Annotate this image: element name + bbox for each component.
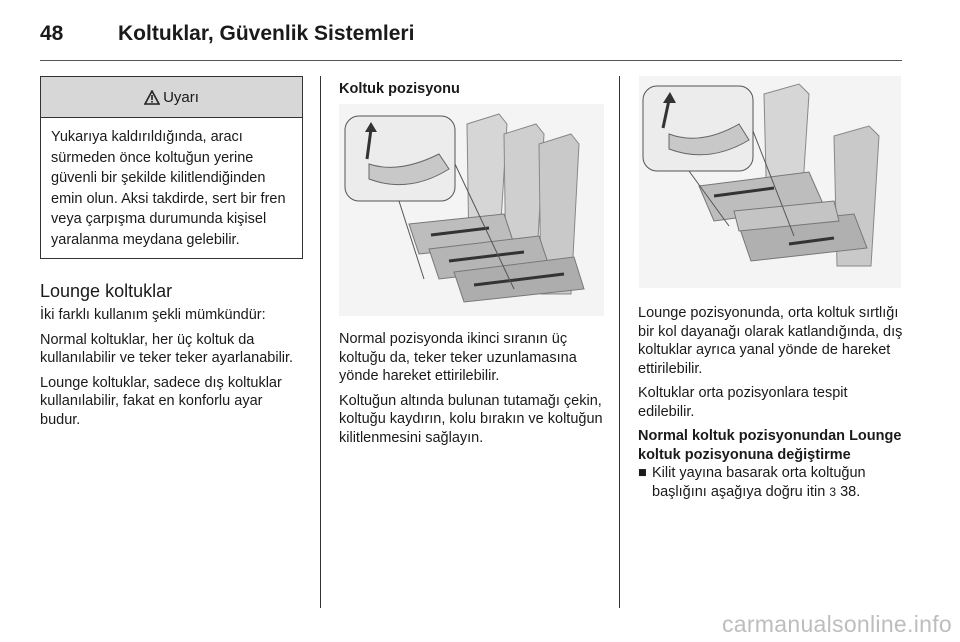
paragraph: Normal pozisyonda ikinci sıranın üç koltuğu da, teker teker uzunlamasına yönde hareket ettirilebilir.	[339, 331, 577, 384]
warning-title: Uyarı	[163, 88, 199, 106]
lounge-seat-illustration	[639, 76, 901, 288]
watermark: carmanualsonline.info	[721, 611, 952, 637]
right-column	[638, 304, 906, 501]
column-divider-right	[619, 76, 620, 608]
paragraph: Normal koltuklar, her üç koltuk da kullanılabilir ve teker teker ayarlanabilir.	[40, 331, 294, 366]
warning-header	[41, 77, 302, 118]
bullet-icon: ■	[638, 465, 647, 481]
page-header	[40, 14, 414, 54]
paragraph: Lounge pozisyonunda, orta koltuk sırtlığı bir kol dayanağı olarak katlandığında, dış koltuklar ayrıca yanal yönde de hareket ettirilebilir.	[638, 305, 903, 377]
section-heading: Lounge koltuklar	[40, 281, 173, 301]
paragraph: Lounge koltuklar, sadece dış koltuklar kullanılabilir, fakat en konforlu ayar budur.	[40, 374, 282, 428]
page-ref-arrow-icon: 3	[829, 484, 837, 499]
procedure-heading: Normal koltuk pozisyonundan Lounge koltuk pozisyonuna değiştirme	[638, 428, 902, 463]
paragraph: Koltuklar orta pozisyonlara tespit edilebilir.	[638, 385, 848, 420]
middle-heading-block	[339, 80, 609, 99]
seat-lateral-image	[639, 76, 901, 288]
chapter-title: Koltuklar, Güvenlik Sistemleri	[118, 22, 415, 45]
header-rule	[40, 60, 902, 61]
subsection-heading: Koltuk pozisyonu	[339, 81, 460, 97]
middle-column	[339, 330, 609, 453]
paragraph: İki farklı kullanım şekli mümkündür:	[40, 307, 266, 323]
seat-longitudinal-image	[339, 104, 604, 316]
warning-text: Yukarıya kaldırıldığında, aracı sürmeden önce koltuğun yerine güvenli bir şekilde kilitlendiğinden emin olun. Aksi takdirde, sert bir fren veya çarpışma durumunda kişisel yaralanma meydana gelebilir.	[51, 129, 286, 248]
paragraph: Koltuğun altında bulunan tutamağı çekin, koltuğu kaydırın, kolu bırakın ve koltuğun kilitlenmesini sağlayın.	[339, 392, 603, 446]
left-column	[40, 280, 305, 435]
warning-triangle-icon	[144, 90, 160, 105]
bullet-text: Kilit yayına basarak orta koltuğun başlığını aşağıya doğru itin	[652, 465, 866, 500]
list-item-text	[652, 464, 906, 501]
seat-adjustment-illustration	[339, 104, 604, 316]
warning-box	[40, 76, 303, 259]
list-item	[638, 464, 906, 501]
column-divider-left	[320, 76, 321, 608]
page-ref-link[interactable]: 38.	[840, 483, 861, 500]
page-number: 48	[40, 22, 64, 45]
